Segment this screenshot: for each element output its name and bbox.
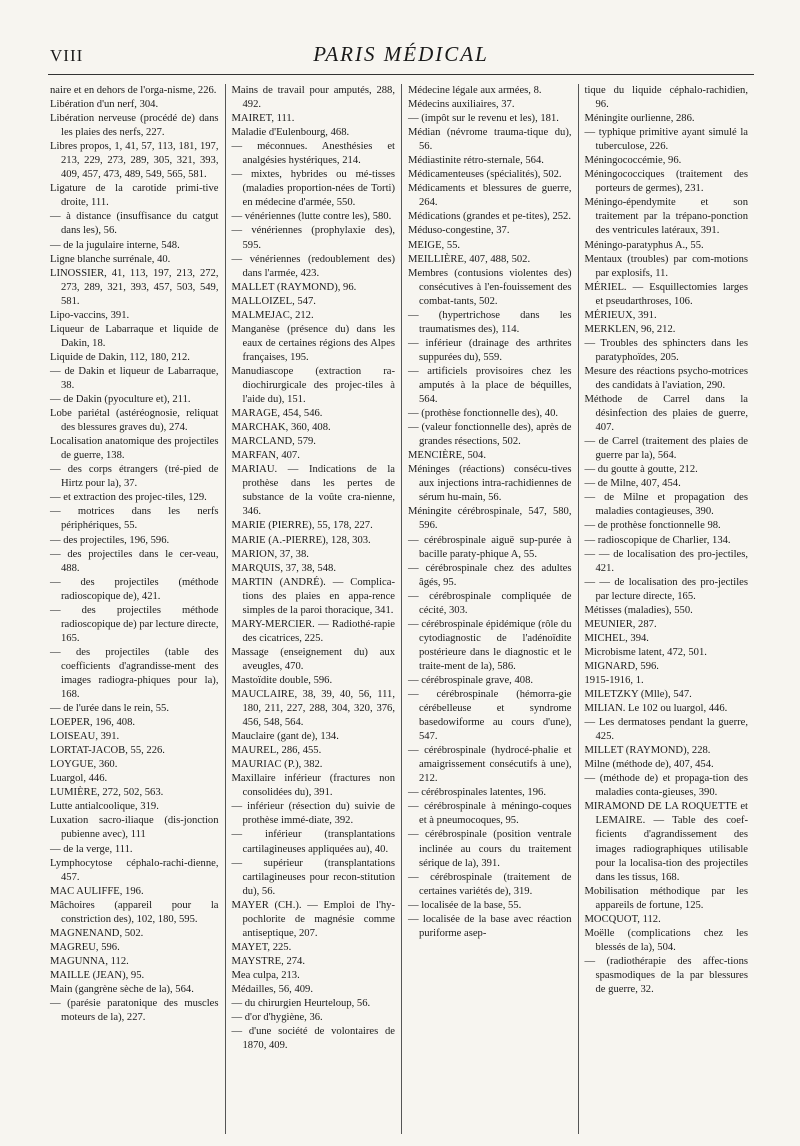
index-entry: — inférieur (résection du) suivie de prothèse immé-diate, 392. [231, 801, 395, 827]
index-entry: — — de localisation des pro-jectiles par lecture directe, 165. [584, 576, 748, 602]
index-entry: MAYET, 225. [231, 941, 292, 953]
index-entry: Libération d'un nerf, 304. [50, 99, 159, 111]
index-entry: — des projectiles dans le cer-veau, 488. [50, 548, 219, 574]
index-entry: Médailles, 56, 409. [231, 984, 314, 995]
index-entry: — typhique primitive ayant simulé la tuberculose, 226. [584, 127, 748, 153]
index-entry: — de la jugulaire interne, 548. [50, 239, 180, 251]
index-entry: MARCHAK, 360, 408. [231, 422, 331, 434]
index-entry: MAUREL, 286, 455. [231, 745, 322, 757]
index-entry: — des projectiles (méthode radioscopique de), 421. [50, 576, 219, 602]
index-entry: — de Dakin et liqueur de Labarraque, 38. [50, 365, 219, 391]
index-entry: — supérieur (transplantations cartilagineuses pour recon-stitution du), 56. [231, 857, 395, 897]
page-number: VIII [50, 46, 84, 65]
index-entry: — mixtes, hybrides ou mé-tisses (maladies proportion-nées de Torti) en médecine d'armée, 550. [231, 169, 395, 209]
index-entry: MAGREU, 596. [50, 941, 120, 953]
index-entry: — de prothèse fonctionnelle 98. [584, 520, 721, 532]
index-columns [48, 84, 754, 1134]
index-entry: MEIGE, 55. [408, 239, 461, 251]
index-entry: — cérébrospinale (traitement de certaines variétés de), 319. [408, 871, 572, 897]
index-entry: Mastoïdite double, 596. [231, 674, 333, 686]
index-entry: — — de localisation des pro-jectiles, 421. [584, 548, 748, 574]
index-entry: MAYSTRE, 274. [231, 955, 305, 967]
index-entry: — (valeur fonctionnelle des), après de grandes résections, 502. [408, 422, 572, 448]
index-entry: MIRAMOND DE LA ROQUETTE et LEMAIRE. — Table des coef-ficients d'agrandissement des images radiographiques utilisable pour la localisa-tion des projectiles dans les tissus, 168. [584, 801, 748, 883]
index-entry: — vénériennes (prophylaxie des), 595. [231, 225, 395, 251]
index-entry: Médiastinite rétro-sternale, 564. [408, 155, 544, 167]
index-entry: MILETZKY (Mlle), 547. [584, 689, 692, 701]
index-entry: Méningococcémie, 96. [584, 155, 682, 167]
index-entry: Luxation sacro-iliaque (dis-jonction pubienne avec), 111 [50, 815, 219, 841]
index-entry: MARIE (PIERRE), 55, 178, 227. [231, 520, 373, 532]
index-entry: Méninges (réactions) consécu-tives aux injections intra-rachidiennes de sérum hu-main, 56. [408, 464, 572, 504]
index-entry: MÉRIEL. — Esquillectomies larges et pseudarthroses, 106. [584, 281, 748, 307]
index-entry: — des projectiles méthode radioscopique de) par lecture directe, 165. [50, 604, 219, 644]
index-entry: MERKLEN, 96, 212. [584, 323, 676, 335]
index-entry: — cérébrospinales latentes, 196. [408, 787, 546, 799]
page-header [48, 40, 754, 75]
index-entry: Main (gangrène sèche de la), 564. [50, 984, 194, 995]
index-entry: MARIE (A.-PIERRE), 128, 303. [231, 534, 371, 546]
index-entry: Moëlle (complications chez les blessés de la), 504. [584, 927, 748, 953]
index-entry: — (prothèse fonctionnelle des), 40. [408, 408, 559, 420]
index-entry: — de la verge, 111. [50, 843, 133, 855]
index-entry: MAUCLAIRE, 38, 39, 40, 56, 111, 180, 211, 227, 288, 304, 320, 376, 456, 548, 564. [231, 689, 395, 729]
index-entry: — inférieur (transplantations cartilagineuses appliquées au), 40. [231, 829, 395, 855]
index-entry: Luargol, 446. [50, 773, 108, 785]
index-entry: — cérébrospinale (hémorra-gie cérébelleuse et syndrome basedowiforme au cours d'une), 547. [408, 689, 572, 743]
index-entry: — cérébrospinale aiguë sup-purée à bacille paraty-phique A, 55. [408, 534, 572, 560]
index-entry: — des projectiles (table des coefficients d'agrandisse-ment des images radiogra-phiques pour la), 168. [50, 646, 219, 701]
index-entry: Manudiascope (extraction ra-diochirurgicale des projec-tiles à l'aide du), 151. [231, 365, 395, 406]
index-entry: Mobilisation méthodique par les appareils de fortune, 125. [584, 885, 748, 911]
index-entry: — et extraction des projec-tiles, 129. [50, 492, 207, 504]
index-entry: MARQUIS, 37, 38, 548. [231, 562, 336, 574]
index-entry: MICHEL, 394. [584, 632, 649, 644]
index-entry: — cérébrospinale grave, 408. [408, 674, 534, 686]
index-entry: — du chirurgien Heurteloup, 56. [231, 998, 371, 1010]
index-entry: Libération nerveuse (procédé de) dans les plaies des nerfs, 227. [50, 113, 219, 139]
index-entry: MAURIAC (P.), 382. [231, 759, 323, 771]
index-entry: Méningite cérébrospinale, 547, 580, 596. [408, 506, 572, 532]
index-entry: Métisses (maladies), 550. [584, 604, 693, 616]
index-entry: LOYGUE, 360. [50, 759, 118, 771]
index-entry: — à distance (insuffisance du catgut dans les), 56. [50, 211, 219, 237]
index-entry: LORTAT-JACOB, 55, 226. [50, 745, 165, 757]
index-entry: LINOSSIER, 41, 113, 197, 213, 272, 273, 289, 321, 393, 457, 503, 549, 581. [50, 267, 219, 307]
index-entry: — de Milne et propagation des maladies contagieuses, 390. [584, 492, 748, 518]
index-entry: — localisée de la base avec réaction puriforme asep- [408, 913, 572, 939]
index-entry: — du goutte à goutte, 212. [584, 464, 698, 476]
index-entry: — Troubles des sphincters dans les paratyphoïdes, 205. [584, 337, 748, 363]
index-entry: Médicaments et blessures de guerre, 264. [408, 183, 572, 209]
index-entry: Membres (contusions violentes des) consécutives à l'en-fouissement des combat-tants, 502. [408, 267, 572, 307]
index-entry: Manganèse (présence du) dans les eaux de certaines régions des Alpes françaises, 195. [231, 323, 395, 363]
index-entry: — vénériennes (redoublement des) dans l'armée, 423. [231, 253, 395, 279]
index-entry: — de Milne, 407, 454. [584, 478, 681, 490]
index-entry: Lymphocytose céphalo-rachi-dienne, 457. [50, 857, 219, 883]
index-entry: Massage (enseignement du) aux aveugles, 470. [231, 646, 395, 672]
index-entry: — vénériennes (lutte contre les), 580. [231, 211, 392, 223]
index-entry: Mentaux (troubles) par com-motions par explosifs, 11. [584, 253, 748, 279]
index-entry: Méthode de Carrel dans la désinfection des plaies de guerre, 407. [584, 394, 748, 434]
index-entry: Mea culpa, 213. [231, 969, 300, 981]
index-entry: LUMIÈRE, 272, 502, 563. [50, 787, 164, 799]
index-entry: Mauclaire (gant de), 134. [231, 731, 339, 743]
index-entry: — cérébrospinale à méningo-coques et à pneumocoques, 95. [408, 801, 572, 827]
index-entry: — de Carrel (traitement des plaies de guerre par la), 564. [584, 436, 748, 462]
index-entry: Méningo-épendymite et son traitement par la trépano-ponction des ventricules latéraux, 391. [584, 197, 748, 237]
index-column-1 [48, 84, 225, 1134]
index-entry: MIGNARD, 596. [584, 660, 659, 672]
index-entry: Liquide de Dakin, 112, 180, 212. [50, 351, 190, 363]
index-entry: MARFAN, 407. [231, 450, 300, 462]
index-entry: Mâchoires (appareil pour la constriction des), 102, 180, 595. [50, 899, 219, 925]
index-entry: MALLOIZEL, 547. [231, 295, 316, 307]
index-entry: 1915-1916, 1. [584, 674, 644, 686]
index-entry: Médications (grandes et pe-tites), 252. [408, 211, 571, 223]
index-entry: Microbisme latent, 472, 501. [584, 646, 707, 658]
index-entry: Ligne blanche surrénale, 40. [50, 253, 171, 265]
index-column-2 [225, 84, 402, 1134]
index-entry: Méningo-paratyphus A., 55. [584, 239, 704, 251]
index-entry: MARY-MERCIER. — Radiothé-rapie des cicatrices, 225. [231, 618, 395, 644]
index-entry: MAGNENAND, 502. [50, 927, 144, 939]
index-entry: — Les dermatoses pendant la guerre, 425. [584, 717, 748, 743]
index-entry: Médicamenteuses (spécialités), 502. [408, 169, 562, 181]
running-title: PARIS MÉDICAL [313, 42, 489, 66]
index-entry: MAYER (CH.). — Emploi de l'hy-pochlorite de magnésie comme antiseptique, 207. [231, 899, 395, 939]
index-entry: Méningococciques (traitement des porteurs de germes), 231. [584, 169, 748, 195]
index-entry: MAIRET, 111. [231, 113, 295, 125]
index-entry: LOEPER, 196, 408. [50, 717, 136, 729]
index-entry: MAILLE (JEAN), 95. [50, 969, 145, 981]
index-entry: MILIAN. Le 102 ou luargol, 446. [584, 703, 728, 715]
index-entry: — cérébrospinale compliquée de cécité, 303. [408, 590, 572, 616]
index-entry: — cérébrospinale épidémique (rôle du cytodiagnostic de l'adénoïdite postérieure dans le diagnostic et le traite-ment de la), 586. [408, 618, 572, 672]
index-entry: — méconnues. Anesthésies et analgésies hystériques, 214. [231, 141, 395, 167]
index-entry: Mesure des réactions psycho-motrices des candidats à l'aviation, 290. [584, 365, 748, 391]
index-entry: Maxillaire inférieur (fractures non consolidées du), 391. [231, 773, 395, 799]
index-entry: Médecins auxiliaires, 37. [408, 99, 515, 111]
index-entry: MAGUNNA, 112. [50, 955, 129, 967]
index-entry: naire et en dehors de l'orga-nisme, 226. [50, 85, 217, 96]
index-entry: MARCLAND, 579. [231, 436, 316, 448]
index-entry: — de l'urée dans le rein, 55. [50, 703, 169, 715]
index-entry: Méduso-congestine, 37. [408, 225, 510, 237]
index-entry: MEILLIÈRE, 407, 488, 502. [408, 253, 531, 265]
index-entry: Méningite ourlienne, 286. [584, 113, 695, 125]
index-entry: — (radiothérapie des affec-tions spasmodiques de la par blessures de guerre, 32. [584, 955, 748, 995]
index-entry: Médecine légale aux armées, 8. [408, 85, 542, 96]
index-entry: — (impôt sur le revenu et les), 181. [408, 113, 559, 125]
index-entry: — artificiels provisoires chez les amputés à la place de béquilles, 564. [408, 365, 572, 406]
index-entry: Liqueur de Labarraque et liquide de Dakin, 18. [50, 323, 219, 349]
index-entry: MENCIÈRE, 504. [408, 450, 486, 462]
index-entry: MARAGE, 454, 546. [231, 408, 323, 420]
index-entry: — cérébrospinale (position ventrale inclinée au cours du traitement sérique de la), 391. [408, 829, 572, 869]
index-entry: — cérébrospinale chez des adultes âgés, 95. [408, 562, 572, 588]
index-entry: MALLET (RAYMOND), 96. [231, 281, 357, 293]
index-entry: — radioscopique de Charlier, 134. [584, 534, 731, 546]
index-entry: Maladie d'Eulenbourg, 468. [231, 127, 350, 139]
index-entry: — localisée de la base, 55. [408, 899, 522, 911]
index-entry: — (hypertrichose dans les traumatismes des), 114. [408, 309, 572, 335]
index-column-4 [578, 84, 755, 1134]
index-entry: Libres propos, 1, 41, 57, 113, 181, 197, 213, 229, 273, 289, 305, 321, 393, 409, 457, 473, 489, 549, 565, 581. [50, 141, 219, 181]
index-entry: Ligature de la carotide primi-tive droite, 111. [50, 183, 219, 209]
index-entry: — d'or d'hygiène, 36. [231, 1012, 323, 1024]
index-entry: — de Dakin (pyoculture et), 211. [50, 394, 191, 406]
index-entry: — des corps étrangers (tré-pied de Hirtz pour la), 37. [50, 464, 219, 490]
index-entry: Lipo-vaccins, 391. [50, 309, 130, 321]
index-entry: LOISEAU, 391. [50, 731, 120, 743]
index-entry: — (méthode de) et propaga-tion des maladies conta-gieuses, 390. [584, 773, 748, 799]
index-entry: — d'une société de volontaires de 1870, 409. [231, 1026, 395, 1052]
index-entry: MARTIN (ANDRÉ). — Complica-tions des plaies en appa-rence simples de la paroi thoracique, 341. [231, 576, 395, 616]
index-entry: MEUNIER, 287. [584, 618, 657, 630]
index-entry: MOCQUOT, 112. [584, 913, 661, 925]
index-entry: — (parésie paratonique des muscles moteurs de la), 227. [50, 998, 219, 1024]
index-entry: Médian (névrome trauma-tique du), 56. [408, 127, 572, 153]
index-entry: — inférieur (drainage des arthrites suppurées du), 559. [408, 337, 572, 363]
index-entry: — cérébrospinale (hydrocé-phalie et amaigrissement consécutifs à une), 212. [408, 745, 572, 785]
index-entry: MARIAU. — Indications de la prothèse dans les pertes de substance de la voûte cra-nienne, 346. [231, 464, 395, 518]
index-column-3 [401, 84, 578, 1134]
index-entry: MALMEJAC, 212. [231, 309, 314, 321]
index-entry: Mains de travail pour amputés, 288, 492. [231, 85, 395, 111]
index-entry: MARION, 37, 38. [231, 548, 309, 560]
index-entry: Milne (méthode de), 407, 454. [584, 759, 714, 771]
index-entry: tique du liquide céphalo-rachidien, 96. [584, 85, 748, 111]
index-entry: Lutte antialcoolique, 319. [50, 801, 159, 813]
index-entry: Lobe pariétal (astéréognosie, reliquat des blessures graves du), 274. [50, 408, 219, 434]
index-entry: MÉRIEUX, 391. [584, 309, 657, 321]
index-entry: Localisation anatomique des projectiles de guerre, 138. [50, 436, 219, 462]
index-entry: — des projectiles, 196, 596. [50, 534, 170, 546]
index-entry: MAC AULIFFE, 196. [50, 885, 144, 897]
index-entry: MILLET (RAYMOND), 228. [584, 745, 711, 757]
index-entry: — motrices dans les nerfs périphériques, 55. [50, 506, 219, 532]
